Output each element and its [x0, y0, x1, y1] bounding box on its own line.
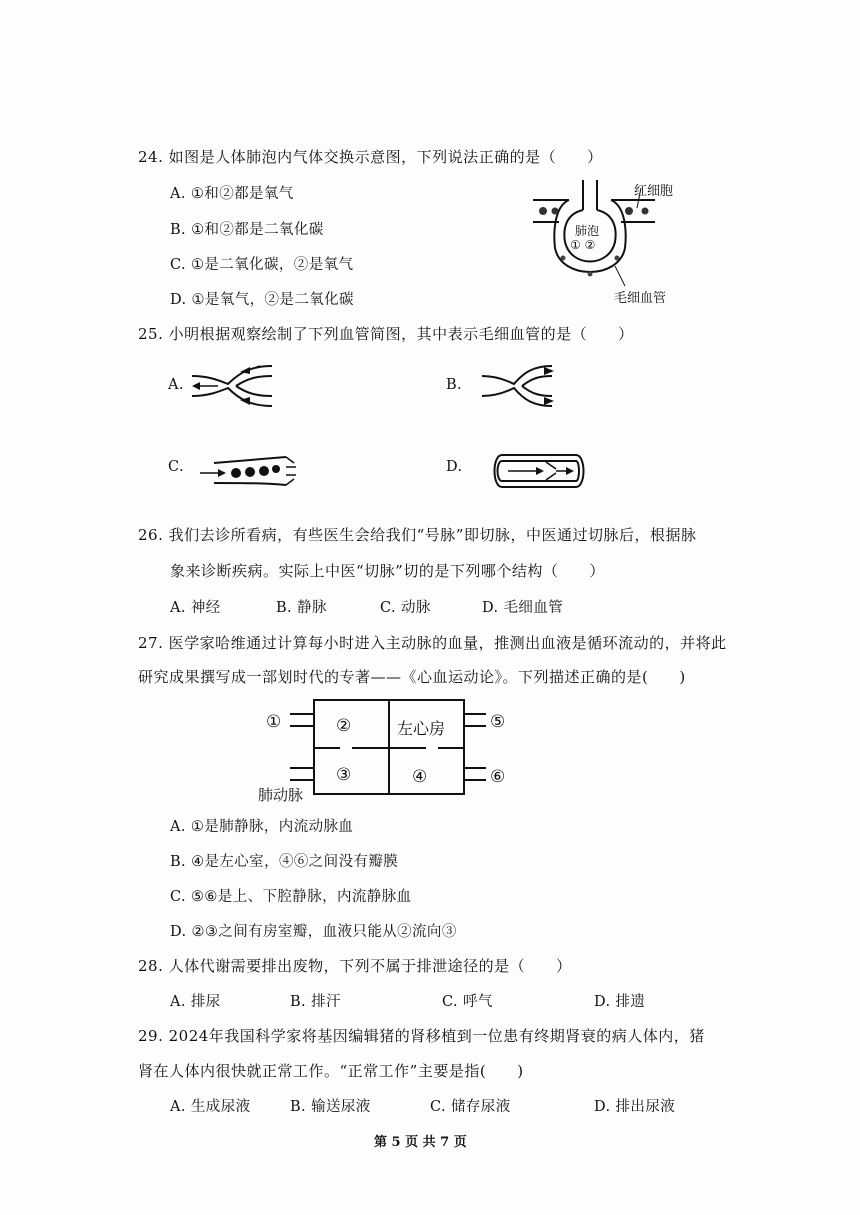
left-atrium-label: 左心房 [397, 719, 446, 738]
q25-option-c-letter: C. [168, 459, 184, 475]
q24-option-d: D. ①是氧气，②是二氧化碳 [170, 292, 354, 308]
q25-option-b-letter: B. [446, 377, 463, 393]
q28-option-a: A. 排尿 [170, 994, 221, 1010]
q27-option-a: A. ①是肺静脉，内流动脉血 [170, 819, 354, 835]
q25-option-d-letter: D. [446, 459, 463, 475]
q27-stem-line2: 研究成果撰写成一部划时代的专著——《心血运动论》。下列描述正确的是( ) [138, 668, 686, 686]
page-footer: 第 5 页 共 7 页 [374, 1135, 467, 1150]
q26-option-b: B. 静脉 [276, 600, 327, 616]
heart-label-1: ① [266, 712, 282, 732]
pulmonary-artery-label: 肺动脉 [258, 786, 304, 804]
q26-stem-line1: 26. 我们去诊所看病，有些医生会给我们“号脉”即切脉，中医通过切脉后，根据脉 [138, 526, 697, 544]
q26-option-d: D. 毛细血管 [482, 600, 564, 616]
q24-option-b: B. ①和②都是二氧化碳 [170, 222, 324, 238]
heart-label-4: ④ [412, 767, 428, 787]
q24-stem: 24. 如图是人体肺泡内气体交换示意图，下列说法正确的是（ ） [138, 148, 603, 166]
q25-option-a-letter: A. [168, 377, 184, 393]
q29-option-a: A. 生成尿液 [170, 1099, 251, 1115]
vessel-b-diagram [478, 362, 558, 410]
heart-label-5: ⑤ [490, 712, 506, 732]
alveolus-label: 肺泡 [575, 224, 600, 238]
q28-stem: 28. 人体代谢需要排出废物，下列不属于排泄途径的是（ ） [138, 957, 572, 975]
q28-option-b: B. 排汗 [290, 994, 341, 1010]
q27-option-d: D. ②③之间有房室瓣，血液只能从②流向③ [170, 924, 457, 940]
q29-option-b: B. 输送尿液 [290, 1099, 371, 1115]
gas-number-labels: ① ② [570, 238, 596, 252]
q24-option-c: C. ①是二氧化碳，②是氧气 [170, 257, 354, 273]
heart-label-3: ③ [336, 765, 352, 785]
red-blood-cell-label: 红细胞 [634, 184, 674, 199]
q28-option-c: C. 呼气 [442, 994, 493, 1010]
q27-option-c: C. ⑤⑥是上、下腔静脉，内流静脉血 [170, 889, 412, 905]
q29-option-d: D. 排出尿液 [594, 1099, 676, 1115]
q29-stem-line2: 肾在人体内很快就正常工作。“正常工作”主要是指( ) [138, 1062, 524, 1080]
q24-option-a: A. ①和②都是氧气 [170, 186, 294, 202]
capillary-label: 毛细血管 [614, 291, 667, 306]
q26-option-a: A. 神经 [170, 600, 221, 616]
heart-label-6: ⑥ [490, 767, 506, 787]
q26-option-c: C. 动脉 [380, 600, 431, 616]
q29-stem-line1: 29. 2024年我国科学家将基因编辑猪的肾移植到一位患有终期肾衰的病人体内，猪 [138, 1027, 705, 1045]
q27-option-b: B. ④是左心室，④⑥之间没有瓣膜 [170, 854, 399, 870]
q29-option-c: C. 储存尿液 [430, 1099, 511, 1115]
vessel-c-diagram [200, 455, 300, 489]
heart-label-2: ② [336, 716, 352, 736]
q26-stem-line2: 象来诊断疾病。实际上中医“切脉”切的是下列哪个结构（ ） [170, 562, 605, 580]
q25-stem: 25. 小明根据观察绘制了下列血管简图，其中表示毛细血管的是（ ） [138, 325, 634, 343]
vessel-d-diagram [492, 453, 588, 489]
q27-stem-line1: 27. 医学家哈维通过计算每小时进入主动脉的血量，推测出血液是循环流动的，并将此 [138, 634, 727, 652]
vessel-a-diagram [188, 362, 278, 410]
q28-option-d: D. 排遗 [594, 994, 646, 1010]
